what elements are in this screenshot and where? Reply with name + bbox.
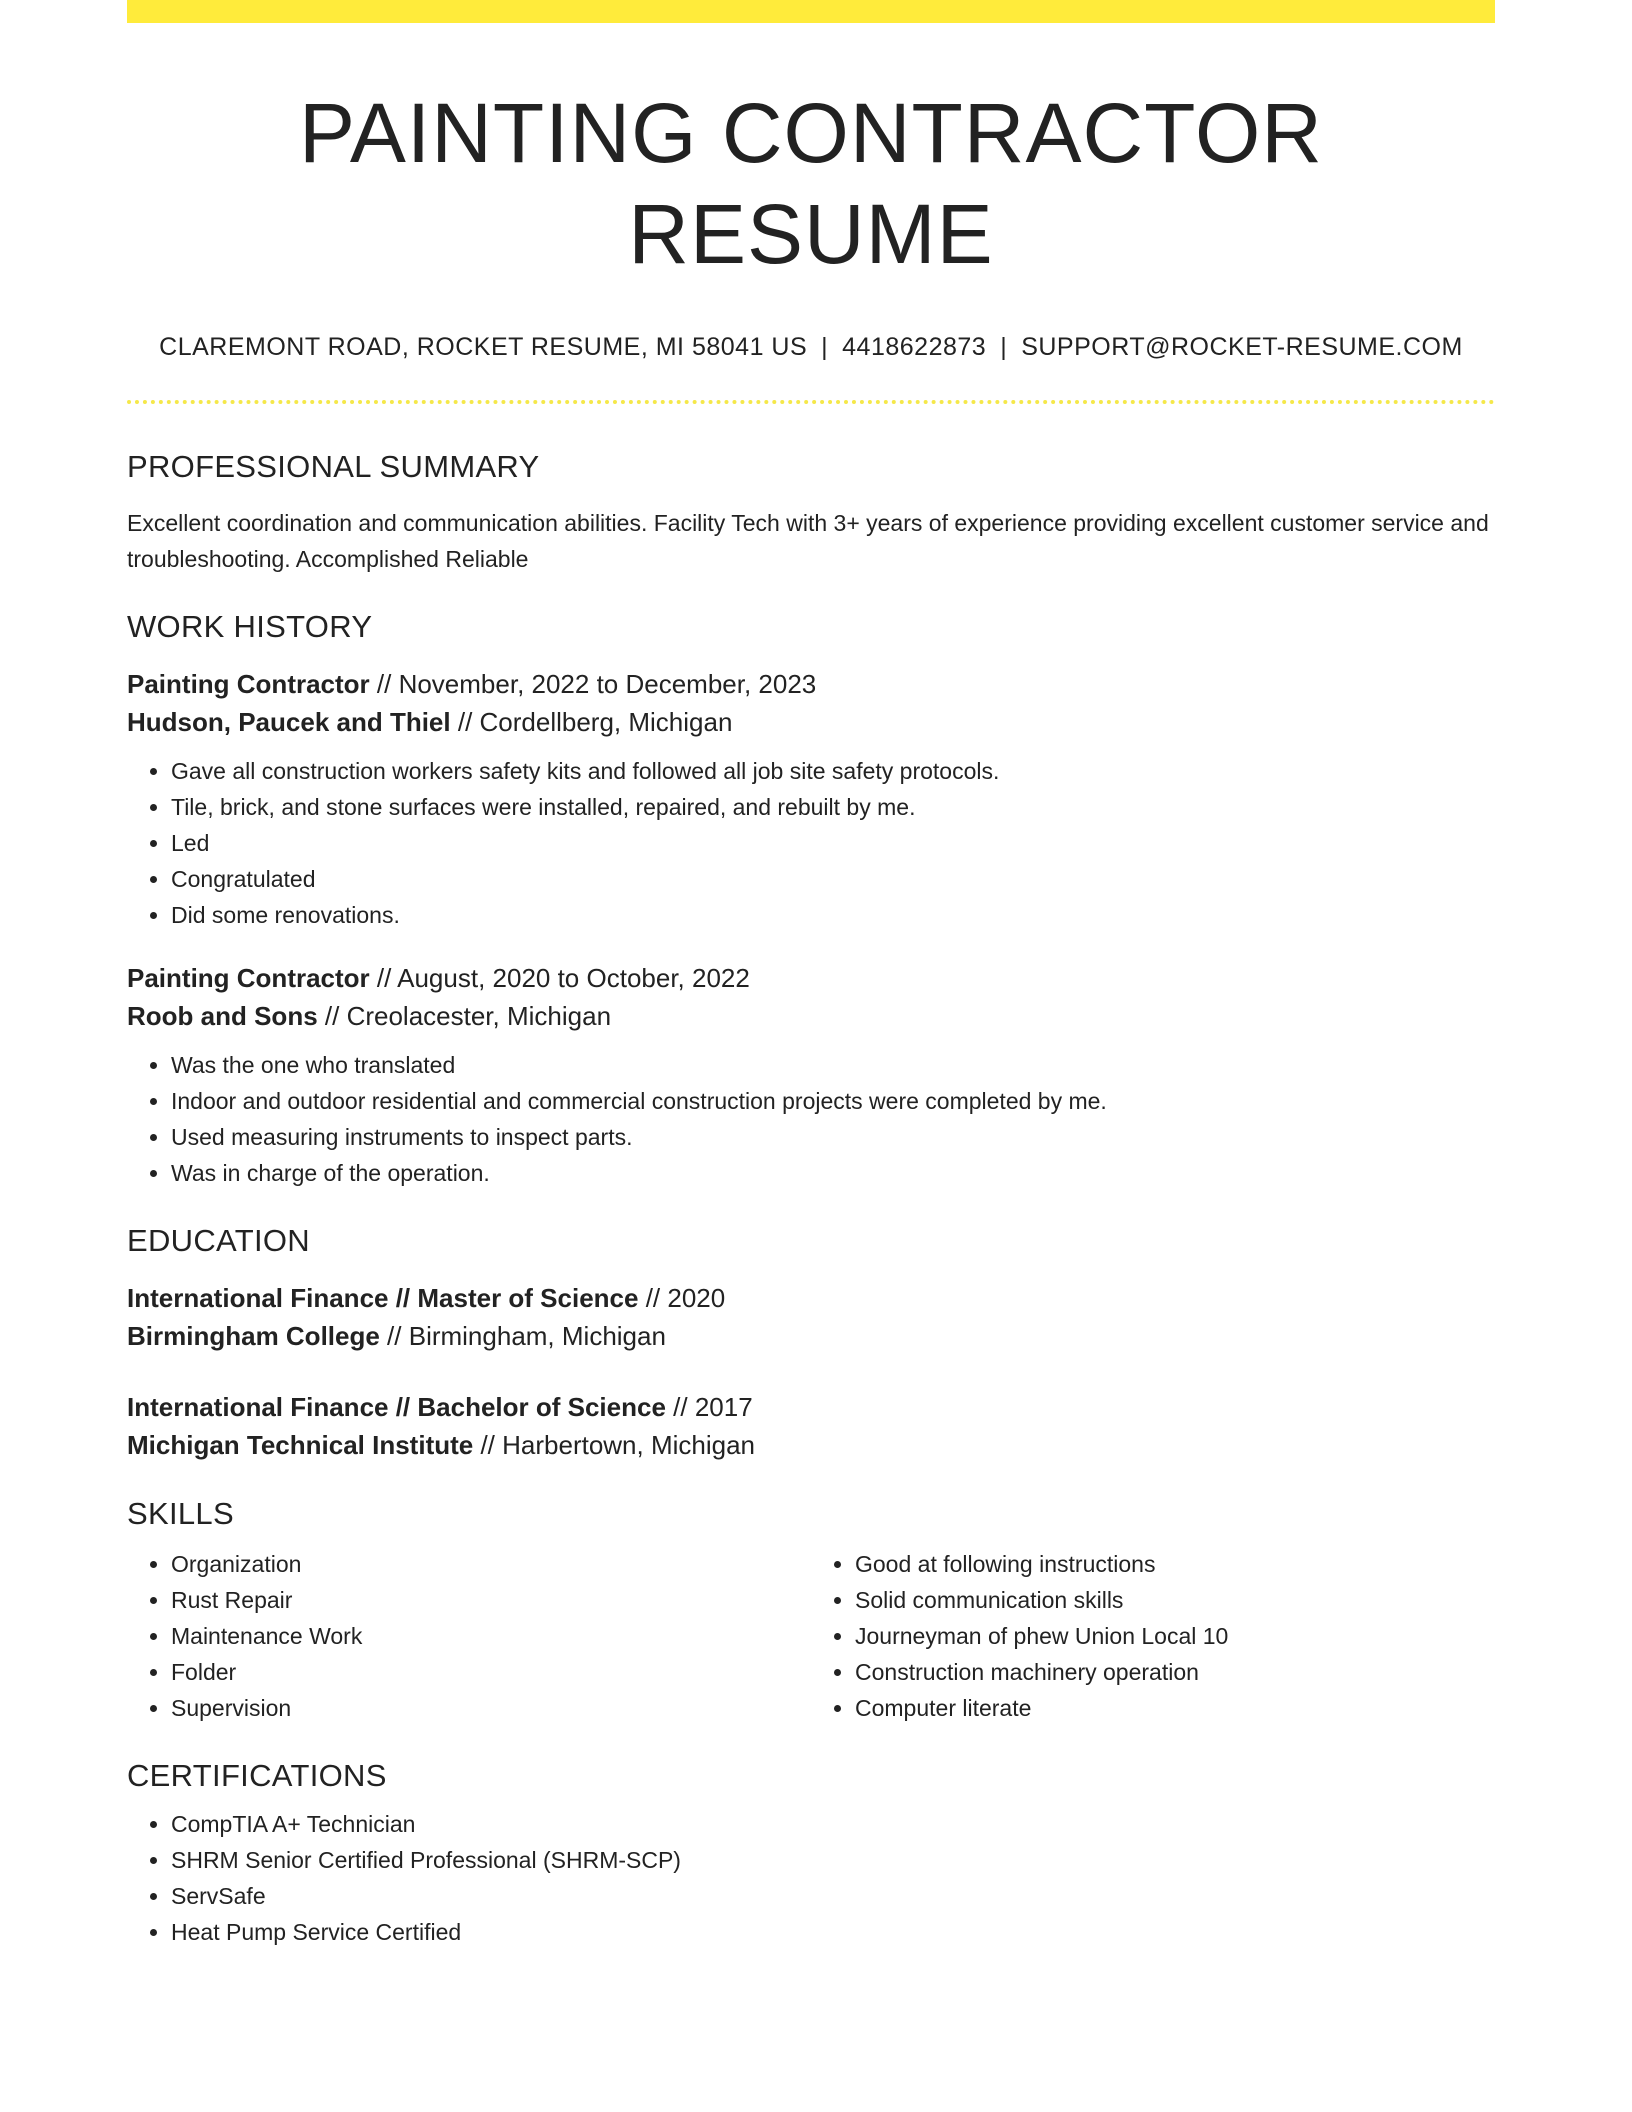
contact-separator: |: [1000, 332, 1008, 361]
list-item: • ServSafe: [171, 1878, 1495, 1914]
list-item: • Maintenance Work: [171, 1618, 811, 1654]
contact-separator: |: [821, 332, 829, 361]
list-item: • Gave all construction workers safety kits and followed all job site safety protocols.: [171, 753, 1495, 789]
accent-bar: [127, 0, 1495, 23]
list-item: • Heat Pump Service Certified: [171, 1914, 1495, 1950]
list-item: • Indoor and outdoor residential and commercial construction projects were completed by me.: [171, 1083, 1495, 1119]
list-item: • Congratulated: [171, 861, 1495, 897]
section-title-skills: SKILLS: [127, 1495, 234, 1531]
list-item: • Led: [171, 825, 1495, 861]
education-year: // 2017: [665, 1391, 753, 1422]
education-degree: International Finance // Bachelor of Science: [127, 1391, 666, 1422]
job-company: Hudson, Paucek and Thiel: [127, 706, 451, 737]
job-bullets: [127, 753, 1495, 933]
list-item: • Organization: [171, 1546, 811, 1582]
section-title-education: EDUCATION: [127, 1222, 310, 1258]
list-item: • Did some renovations.: [171, 897, 1495, 933]
education-school: Michigan Technical Institute: [127, 1429, 474, 1460]
job-dates: // August, 2020 to October, 2022: [369, 962, 750, 993]
list-item: • CompTIA A+ Technician: [171, 1806, 1495, 1842]
job-dates: // November, 2022 to December, 2023: [369, 668, 817, 699]
education-location: // Harbertown, Michigan: [473, 1429, 756, 1460]
list-item: • Tile, brick, and stone surfaces were installed, repaired, and rebuilt by me.: [171, 789, 1495, 825]
list-item: • Folder: [171, 1654, 811, 1690]
contact-line: [127, 333, 1495, 362]
contact-address: CLAREMONT ROAD, ROCKET RESUME, MI 58041 US: [159, 332, 808, 361]
list-item: • Was the one who translated: [171, 1047, 1495, 1083]
certifications-list: [127, 1806, 1495, 1950]
list-item: • Used measuring instruments to inspect parts.: [171, 1119, 1495, 1155]
job-location: // Creolacester, Michigan: [317, 1000, 612, 1031]
skills-list-left: [127, 1546, 811, 1726]
skills-columns: [127, 1546, 1495, 1726]
education-degree: International Finance // Master of Science: [127, 1282, 639, 1313]
section-title-work-history: WORK HISTORY: [127, 608, 373, 644]
list-item: • Good at following instructions: [855, 1546, 1495, 1582]
job-heading: [127, 665, 1495, 703]
education-degree-line: [127, 1388, 1495, 1426]
section-title-certifications: CERTIFICATIONS: [127, 1757, 387, 1793]
job-company: Roob and Sons: [127, 1000, 318, 1031]
summary-text: Excellent coordination and communication abilities. Facility Tech with 3+ years of experience providing excellent customer service and troubleshooting. Accomplished Reliable: [127, 509, 1489, 572]
job-entry: [127, 665, 1495, 933]
list-item: • Construction machinery operation: [855, 1654, 1495, 1690]
job-position: Painting Contractor: [127, 962, 370, 993]
list-item: • Supervision: [171, 1690, 811, 1726]
list-item: • Rust Repair: [171, 1582, 811, 1618]
job-heading: [127, 959, 1495, 997]
education-degree-line: [127, 1279, 1495, 1317]
job-location: // Cordellberg, Michigan: [450, 706, 733, 737]
job-company-line: [127, 997, 1495, 1035]
section-title-summary: PROFESSIONAL SUMMARY: [127, 448, 540, 484]
job-company-line: [127, 703, 1495, 741]
list-item: • Was in charge of the operation.: [171, 1155, 1495, 1191]
contact-phone: 4418622873: [842, 332, 987, 361]
resume-page: [127, 0, 1495, 1950]
education-location: // Birmingham, Michigan: [379, 1320, 666, 1351]
education-school: Birmingham College: [127, 1320, 380, 1351]
job-entry: [127, 959, 1495, 1191]
contact-email: SUPPORT@ROCKET-RESUME.COM: [1021, 332, 1463, 361]
job-position: Painting Contractor: [127, 668, 370, 699]
list-item: • SHRM Senior Certified Professional (SHRM-SCP): [171, 1842, 1495, 1878]
list-item: • Journeyman of phew Union Local 10: [855, 1618, 1495, 1654]
education-school-line: [127, 1426, 1495, 1464]
resume-title: PAINTING CONTRACTOR RESUME: [299, 86, 1323, 281]
skills-list-right: [811, 1546, 1495, 1726]
education-entry: [127, 1388, 1495, 1464]
education-entry: [127, 1279, 1495, 1355]
job-bullets: [127, 1047, 1495, 1191]
education-year: // 2020: [638, 1282, 726, 1313]
education-school-line: [127, 1317, 1495, 1355]
dotted-divider: [127, 400, 1495, 404]
list-item: • Solid communication skills: [855, 1582, 1495, 1618]
list-item: • Computer literate: [855, 1690, 1495, 1726]
